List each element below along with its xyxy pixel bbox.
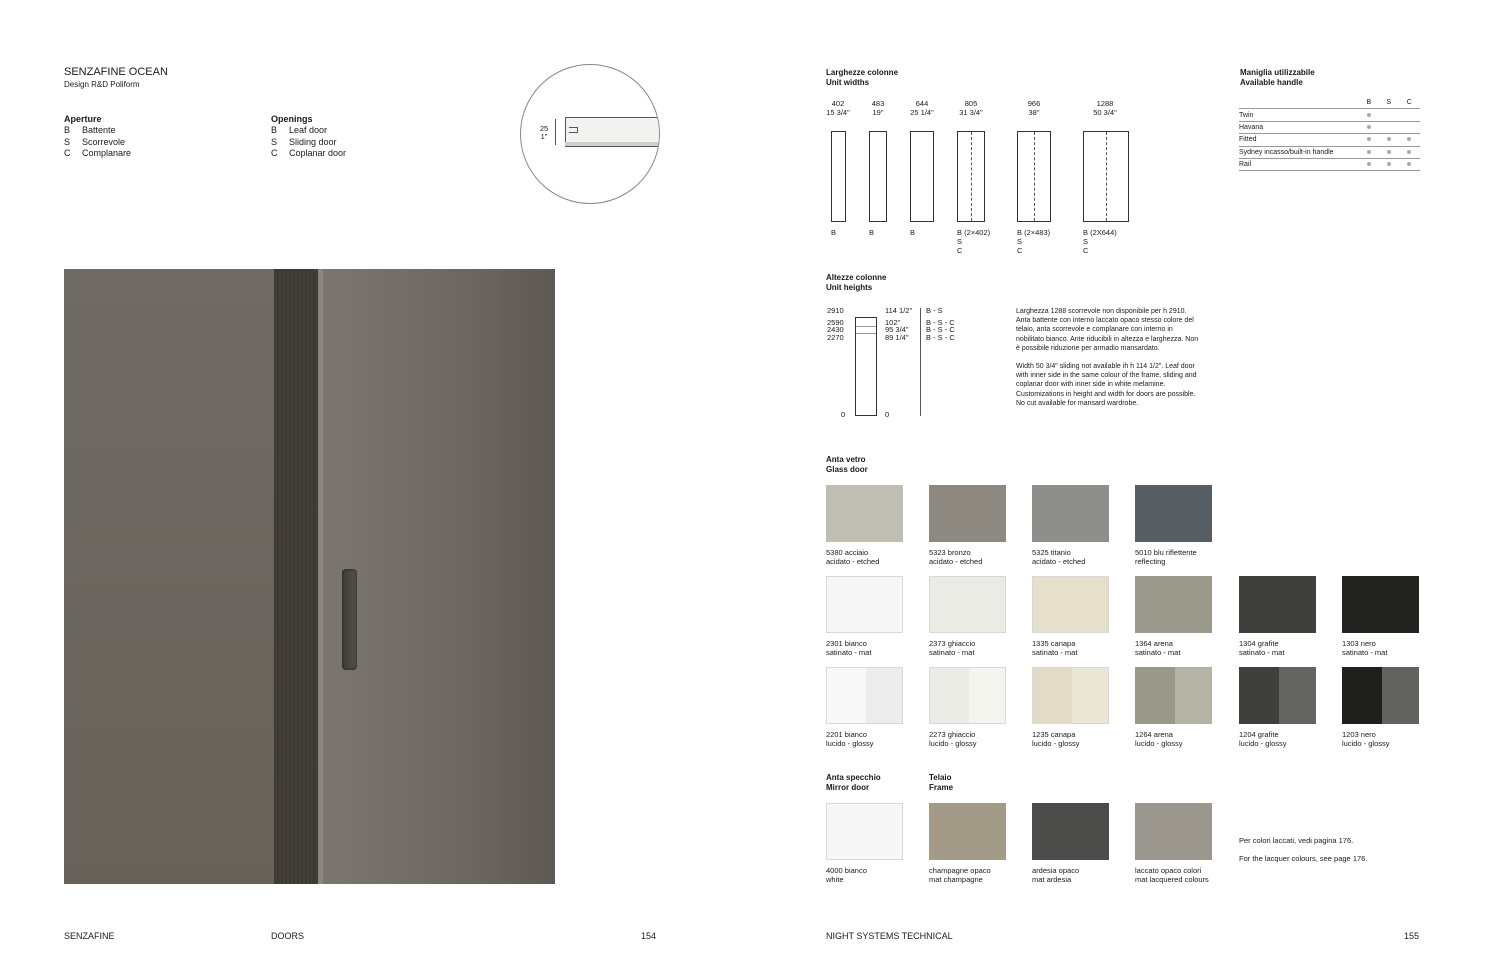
- footer-category: DOORS: [271, 931, 305, 941]
- heights-note: [1016, 307, 1200, 408]
- handles-heading: Maniglia utilizzabile Available handle: [1240, 68, 1315, 87]
- product-designer: Design R&D Poliform: [64, 80, 140, 89]
- width-label: 644 25 1/4": [910, 99, 934, 117]
- swatch-glass-5325: [1032, 485, 1109, 542]
- swatch-glass-5010: [1135, 485, 1212, 542]
- heights-divider: [920, 308, 921, 416]
- width-codes: B: [910, 228, 916, 237]
- swatch-label: 2373 ghiaccio satinato - mat: [929, 639, 976, 657]
- page-number-left: 154: [641, 931, 657, 941]
- width-codes: B (2×483) S C: [1017, 228, 1051, 255]
- swatch-glass-1203: [1342, 667, 1419, 724]
- door-handle: [342, 569, 357, 670]
- swatch-label: 1235 canapa lucido - glossy: [1032, 730, 1080, 748]
- profile-section: [565, 117, 660, 143]
- swatch-label: 5010 blu riflettente reflecting: [1135, 548, 1197, 566]
- width-column-402: [831, 131, 846, 222]
- heights-mm: 2910 2590 2430 2270: [827, 306, 844, 342]
- profile-notch: [569, 127, 578, 133]
- heights-note-en: Width 50 3/4" sliding not available ih h 114 1/2". Leaf door with inner side in the same colour of the frame, sliding and coplanar door with inner side in white melamine. Customizations in height and width for doors are possible. No cut available for mansard wardrobe.: [1016, 363, 1197, 407]
- openings-item: B Leaf door: [271, 125, 328, 135]
- page-number-right: 155: [1404, 931, 1420, 941]
- footer-section: SENZAFINE: [64, 931, 115, 941]
- openings-heading: Openings: [271, 114, 313, 124]
- width-codes: B (2×402) S C: [957, 228, 991, 255]
- width-codes: B: [831, 228, 837, 237]
- swatch-label: 1303 nero satinato - mat: [1342, 639, 1388, 657]
- door-frame-strip: [274, 269, 318, 884]
- handle-row-rail: Rail: [1239, 158, 1420, 170]
- swatch-label: 1264 arena lucido - glossy: [1135, 730, 1183, 748]
- footer-right-title: NIGHT SYSTEMS TECHNICAL: [826, 931, 953, 941]
- aperture-item: S Scorrevole: [64, 136, 126, 147]
- swatch-label: 4000 bianco white: [826, 866, 867, 884]
- handle-row-fitted: Fitted: [1239, 134, 1420, 146]
- width-column-1288: [1083, 131, 1129, 222]
- heights-mm-zero: 0: [841, 410, 846, 419]
- swatch-glass-1304: [1239, 576, 1316, 633]
- swatch-frame-ardesia: [1032, 803, 1109, 860]
- handles-col-c: C: [1399, 97, 1420, 109]
- swatch-glass-5323: [929, 485, 1006, 542]
- swatch-glass-2201: [826, 667, 903, 724]
- widths-heading: Larghezze colonne Unit widths: [826, 68, 899, 87]
- aperture-item: C Complanare: [64, 148, 132, 158]
- swatch-label: 2301 bianco satinato - mat: [826, 639, 872, 657]
- swatch-glass-2373: [929, 576, 1006, 633]
- swatch-label: champagne opaco mat champagne: [929, 866, 991, 884]
- profile-dimension: 25 1": [539, 124, 549, 141]
- width-codes: B (2X644) S C: [1083, 228, 1117, 255]
- swatch-label: 1335 canapa satinato - mat: [1032, 639, 1078, 657]
- openings-item: S Sliding door: [271, 136, 337, 147]
- swatch-glass-2273: [929, 667, 1006, 724]
- openings-list: [271, 125, 346, 160]
- aperture-item: B Battente: [64, 125, 116, 135]
- door-panel-left: [64, 269, 274, 884]
- profile-detail-circle: [520, 64, 660, 204]
- heights-codes: B - S B - S - C B - S - C B - S - C: [926, 306, 955, 342]
- width-label: 1288 50 3/4": [1093, 99, 1117, 117]
- swatch-frame-champagne: [929, 803, 1006, 860]
- width-column-966: [1017, 131, 1051, 222]
- profile-base: [565, 142, 660, 147]
- mirror-heading: Anta specchio Mirror door: [826, 773, 881, 792]
- heights-inches: 114 1/2" 102" 95 3/4" 89 1/4": [885, 306, 913, 342]
- swatch-glass-1364: [1135, 576, 1212, 633]
- handle-row-havana: Havana: [1239, 121, 1420, 133]
- width-column-644: [910, 131, 934, 222]
- swatch-glass-1264: [1135, 667, 1212, 724]
- swatch-label: laccato opaco colori mat lacquered colours: [1135, 866, 1209, 884]
- swatch-label: 1203 nero lucido - glossy: [1342, 730, 1390, 748]
- aperture-list: [64, 125, 131, 160]
- heights-note-it: Larghezza 1288 scorrevole non disponibile per h 2910. Anta battente con interno laccato opaco stesso colore del telaio, anta scorrevole e complanare con interno in nobilitato bianco. Ante riducibili in altezza e larghezza. Non è possibile riduzione per armadio mansardato.: [1016, 308, 1199, 352]
- height-column: [855, 317, 877, 416]
- product-title: SENZAFINE OCEAN: [64, 66, 168, 78]
- aperture-heading: Aperture: [64, 114, 102, 124]
- swatch-glass-5380: [826, 485, 903, 542]
- handles-col-b: B: [1359, 97, 1379, 109]
- lacquer-note-en: For the lacquer colours, see page 176.: [1239, 854, 1368, 863]
- glass-heading: Anta vetro Glass door: [826, 455, 868, 474]
- heights-heading: Altezze colonne Unit heights: [826, 273, 887, 292]
- handles-col-s: S: [1379, 97, 1399, 109]
- swatch-label: 1204 grafite lucido - glossy: [1239, 730, 1287, 748]
- handle-row-twin: Twin: [1239, 109, 1420, 121]
- handle-row-sydney: Sydney incasso/built-in handle: [1239, 146, 1420, 158]
- swatch-mirror-4000: [826, 803, 903, 860]
- width-column-483: [869, 131, 887, 222]
- swatch-label: ardesia opaco mat ardesia: [1032, 866, 1080, 884]
- swatch-glass-1335: [1032, 576, 1109, 633]
- frame-heading: Telaio Frame: [929, 773, 954, 792]
- swatch-label: 1364 arena satinato - mat: [1135, 639, 1181, 657]
- swatch-glass-2301: [826, 576, 903, 633]
- swatch-glass-1303: [1342, 576, 1419, 633]
- width-codes: B: [869, 228, 875, 237]
- handles-table: [1239, 97, 1420, 171]
- door-photo: [64, 269, 555, 884]
- swatch-label: 2273 ghiaccio lucido - glossy: [929, 730, 977, 748]
- heights-inches-zero: 0: [885, 410, 890, 419]
- width-column-805: [957, 131, 985, 222]
- swatch-label: 1304 grafite satinato - mat: [1239, 639, 1285, 657]
- door-panel-right: [323, 269, 555, 884]
- swatch-glass-1235: [1032, 667, 1109, 724]
- swatch-label: 5323 bronzo acidato - etched: [929, 548, 983, 566]
- swatch-label: 2201 bianco lucido - glossy: [826, 730, 874, 748]
- width-label: 483 19": [871, 99, 885, 117]
- swatch-frame-lacquered: [1135, 803, 1212, 860]
- profile-dim-line: [555, 119, 556, 145]
- width-label: 966 38": [1027, 99, 1041, 117]
- width-label: 805 31 3/4": [959, 99, 983, 117]
- openings-item: C Coplanar door: [271, 148, 347, 158]
- swatch-glass-1204: [1239, 667, 1316, 724]
- width-label: 402 15 3/4": [826, 99, 850, 117]
- swatch-label: 5380 acciaio acidato - etched: [826, 548, 880, 566]
- swatch-label: 5325 titanio acidato - etched: [1032, 548, 1086, 566]
- lacquer-note-it: Per colori laccati, vedi pagina 176.: [1239, 836, 1354, 845]
